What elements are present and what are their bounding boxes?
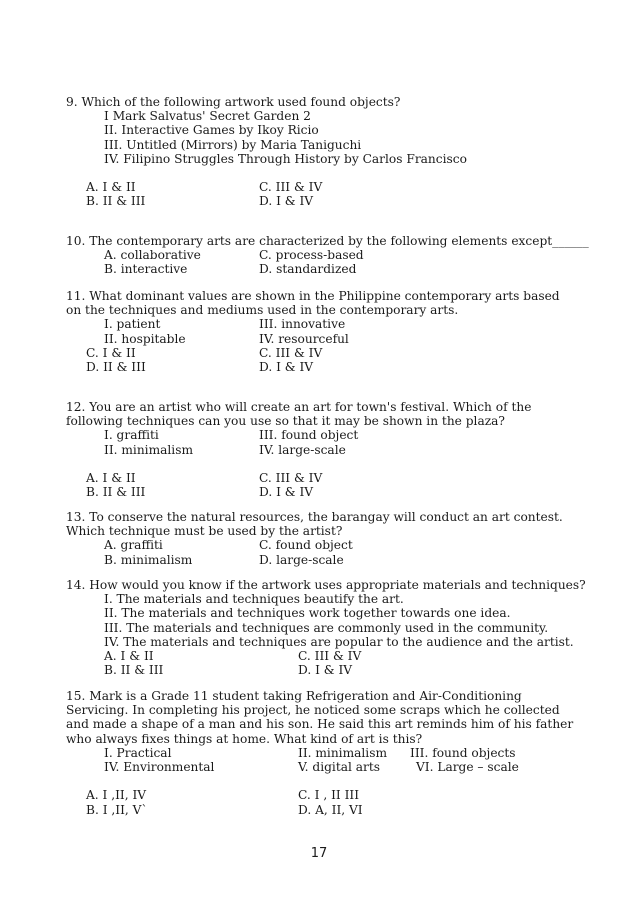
question-10-stem: 10. The contemporary arts are characterized by the following elements except______ xyxy=(66,234,589,248)
question-9-item: IV. Filipino Struggles Through History by Carlos Francisco xyxy=(104,151,467,166)
question-9-choices-row-1 xyxy=(66,180,576,194)
question-9-item: III. Untitled (Mirrors) by Maria Taniguchi xyxy=(104,137,362,152)
choice-a[interactable]: C. I & II xyxy=(86,345,136,360)
choice-a[interactable]: A. I ,II, IV xyxy=(86,788,147,803)
question-12-choices-row-2 xyxy=(66,485,576,499)
choice-b[interactable]: B. minimalism xyxy=(104,552,193,567)
item-ii: II. hospitable xyxy=(104,331,186,346)
choice-a[interactable]: A. I & II xyxy=(86,470,136,485)
question-12-items-row-1 xyxy=(66,428,576,442)
choice-c[interactable]: C. III & IV xyxy=(259,180,323,195)
item-vi: VI. Large – scale xyxy=(416,760,519,774)
question-9-stem: 9. Which of the following artwork used found objects? xyxy=(66,95,401,109)
question-9 xyxy=(66,95,576,209)
choice-a[interactable]: A. I & II xyxy=(86,180,136,195)
item-iv: IV. large-scale xyxy=(259,442,346,457)
question-15-items-row-2 xyxy=(66,760,576,774)
question-14-item: I. The materials and techniques beautify the art. xyxy=(104,592,404,607)
question-9-choices-row-2 xyxy=(66,194,576,208)
question-12 xyxy=(66,400,576,499)
question-13-choices-row-1 xyxy=(66,538,576,552)
question-14-item: IV. The materials and techniques are popular to the audience and the artist. xyxy=(104,634,574,649)
choice-a[interactable]: A. graffiti xyxy=(104,538,163,553)
choice-d[interactable]: D. I & IV xyxy=(259,359,314,374)
choice-d[interactable]: D. large-scale xyxy=(259,552,344,567)
item-iv: IV. Environmental xyxy=(104,760,215,774)
question-13 xyxy=(66,510,576,567)
item-i: I. graffiti xyxy=(104,428,159,443)
choice-b[interactable]: B. II & III xyxy=(86,194,146,209)
choice-c[interactable]: C. I , II III xyxy=(298,788,360,803)
choice-b[interactable]: B. II & III xyxy=(104,663,164,678)
choice-a[interactable]: A. I & II xyxy=(104,648,154,663)
choice-d[interactable]: D. I & IV xyxy=(259,194,314,209)
question-14-stem: 14. How would you know if the artwork uses appropriate materials and techniques? xyxy=(66,578,586,592)
choice-b[interactable]: B. interactive xyxy=(104,262,188,277)
question-14-item: II. The materials and techniques work together towards one idea. xyxy=(104,606,511,621)
question-14-choices-row-1 xyxy=(66,649,576,663)
question-14-choices-row-2 xyxy=(66,663,576,677)
item-ii: II. minimalism xyxy=(298,745,388,760)
choice-d[interactable]: D. I & IV xyxy=(259,485,314,500)
choice-c[interactable]: C. III & IV xyxy=(259,470,323,485)
choice-c[interactable]: C. III & IV xyxy=(298,648,362,663)
item-i: I. patient xyxy=(104,317,161,332)
item-iv: IV. resourceful xyxy=(259,331,349,346)
question-10-choices-row-2 xyxy=(66,262,576,276)
question-15-items-row-1 xyxy=(66,746,576,760)
question-15-choices-row-1 xyxy=(66,788,576,802)
question-14-item: III. The materials and techniques are commonly used in the community. xyxy=(104,620,549,635)
question-15 xyxy=(66,689,576,817)
question-11-stem: 11. What dominant values are shown in the Philippine contemporary arts based on the techniques and mediums used in the contemporary arts. xyxy=(66,289,560,318)
choice-b[interactable]: B. I ,II, V` xyxy=(86,802,148,817)
question-15-stem: 15. Mark is a Grade 11 student taking Refrigeration and Air-Conditioning Servicing. In completing his project, he noticed some scraps which he collected and made a shape of a man and his son. He said this art reminds him of his father who always fixes things at home. What kind of art is this? xyxy=(66,689,574,746)
question-10-choices-row-1 xyxy=(66,248,576,262)
choice-b[interactable]: D. II & III xyxy=(86,359,146,374)
item-ii: II. minimalism xyxy=(104,442,194,457)
page-number: 17 xyxy=(310,846,328,861)
item-iii: III. found objects xyxy=(410,745,516,760)
choice-a[interactable]: A. collaborative xyxy=(104,248,201,263)
item-i: I. Practical xyxy=(104,745,172,760)
question-14 xyxy=(66,578,586,678)
choice-d[interactable]: D. I & IV xyxy=(298,663,353,678)
question-9-item: I Mark Salvatus' Secret Garden 2 xyxy=(104,109,311,124)
question-13-stem: 13. To conserve the natural resources, the barangay will conduct an art contest. Which technique must be used by the artist? xyxy=(66,510,563,539)
item-iii: III. found object xyxy=(259,428,359,443)
choice-d[interactable]: D. A, II, VI xyxy=(298,802,363,817)
question-15-choices-row-2 xyxy=(66,803,576,817)
question-11-choices-row-1 xyxy=(66,346,576,360)
question-9-item: II. Interactive Games by Ikoy Ricio xyxy=(104,123,319,138)
question-12-items-row-2 xyxy=(66,443,576,457)
question-12-choices-row-1 xyxy=(66,471,576,485)
question-10 xyxy=(66,234,589,277)
question-11-choices-row-2 xyxy=(66,360,576,374)
question-11 xyxy=(66,289,576,374)
choice-b[interactable]: B. II & III xyxy=(86,485,146,500)
choice-c[interactable]: C. found object xyxy=(259,538,353,553)
question-12-stem: 12. You are an artist who will create an art for town's festival. Which of the following techniques can you use so that it may be shown in the plaza? xyxy=(66,400,532,429)
choice-c[interactable]: C. III & IV xyxy=(259,345,323,360)
item-v: V. digital arts xyxy=(298,760,380,774)
question-13-choices-row-2 xyxy=(66,553,576,567)
question-11-items-row-2 xyxy=(66,332,576,346)
item-iii: III. innovative xyxy=(259,317,346,332)
choice-c[interactable]: C. process-based xyxy=(259,248,364,263)
question-11-items-row-1 xyxy=(66,317,576,331)
choice-d[interactable]: D. standardized xyxy=(259,262,357,277)
